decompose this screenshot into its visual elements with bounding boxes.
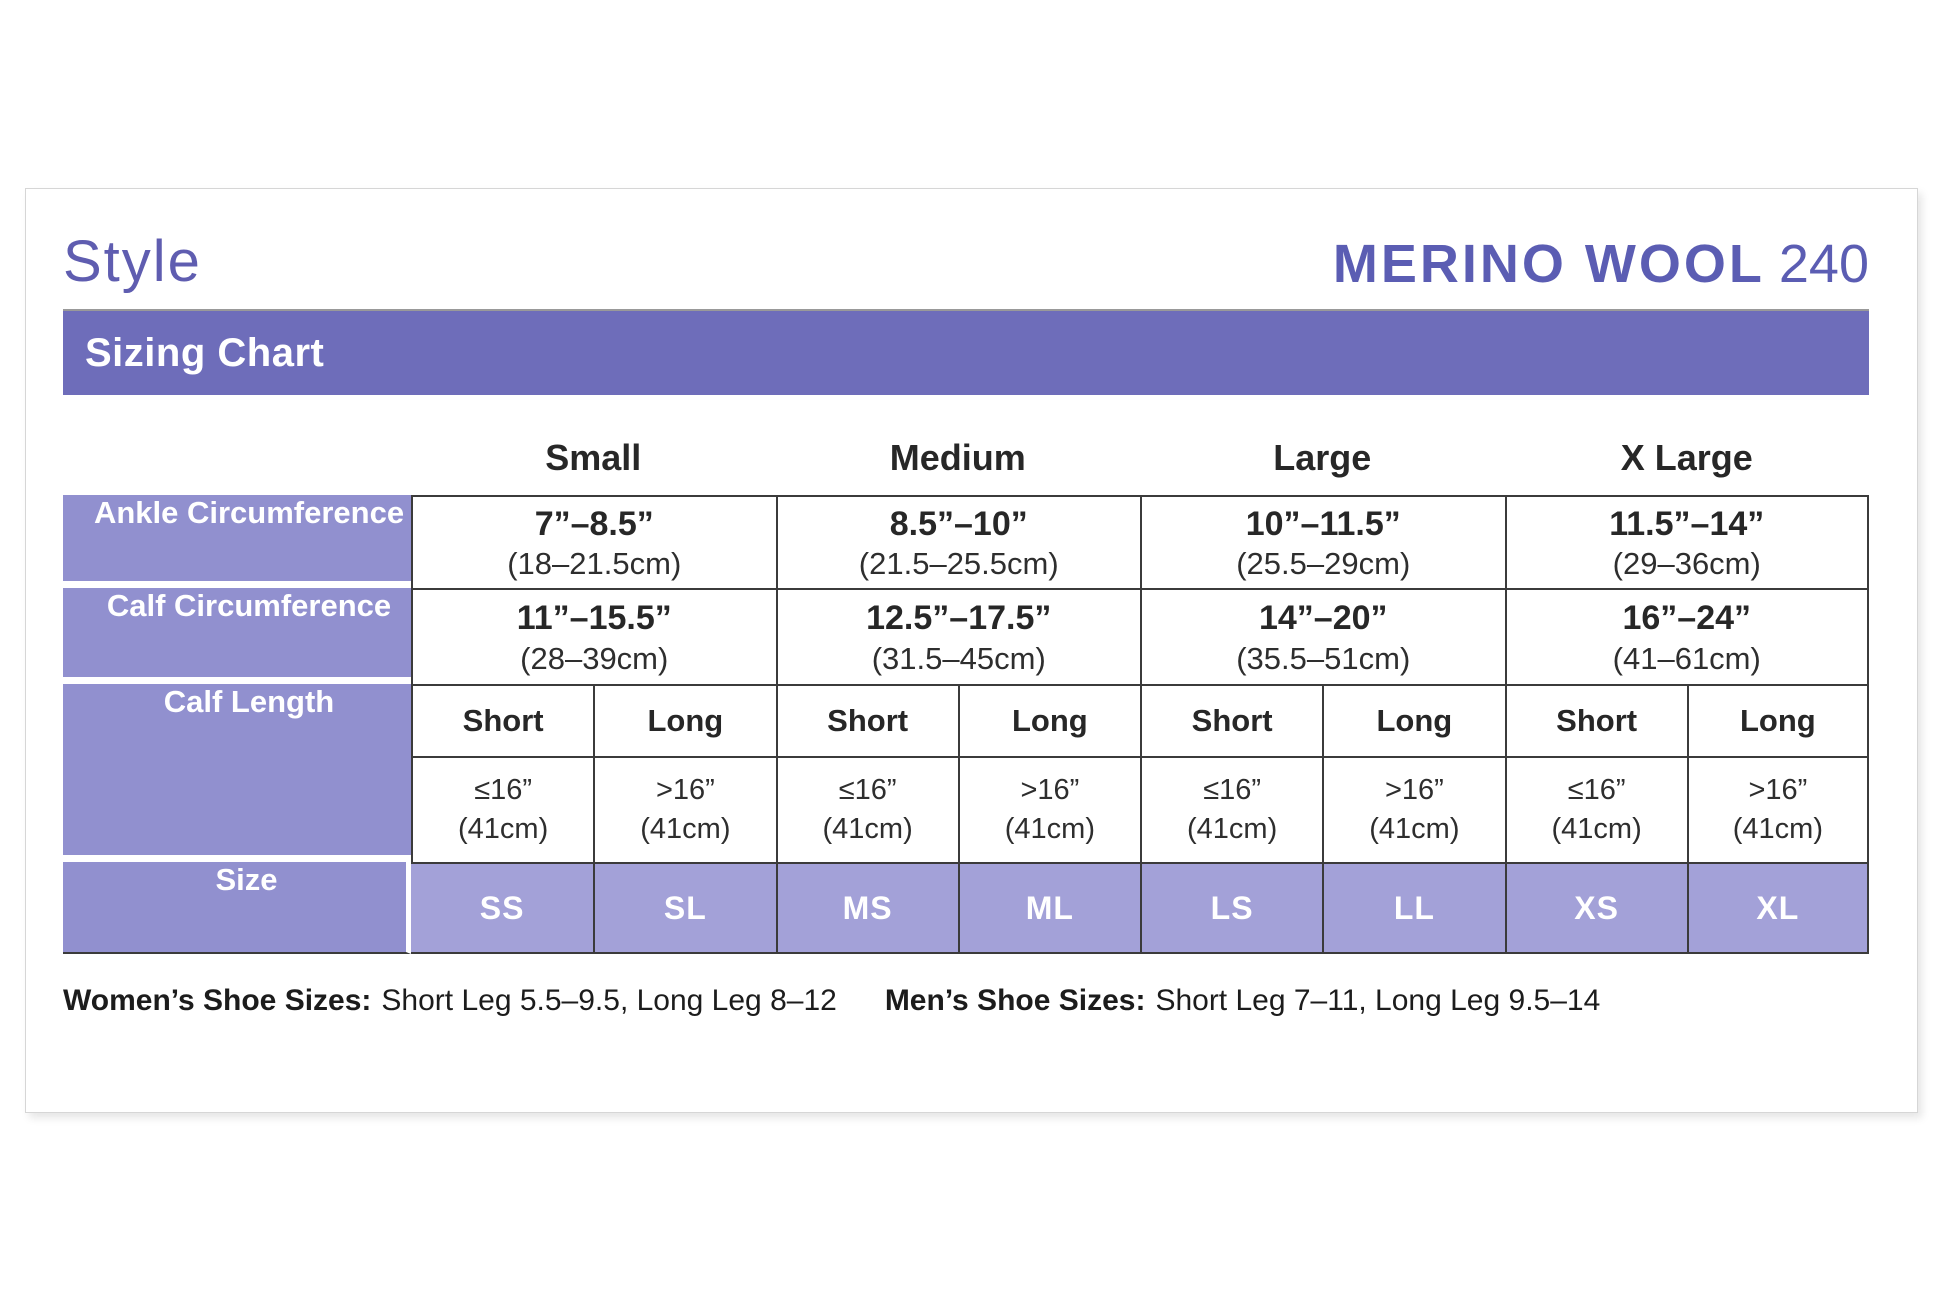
calf-length-subheader-medium-short: Short — [776, 684, 958, 756]
calf-medium-cm: (31.5–45cm) — [871, 640, 1046, 676]
value-cm: (41cm) — [1369, 813, 1460, 845]
ankle-large-cm: (25.5–29cm) — [1236, 546, 1411, 582]
ankle-medium-inches: 8.5”–10” — [889, 504, 1028, 543]
calf-xlarge-inches: 16”–24” — [1622, 599, 1752, 638]
column-header-small: Small — [545, 437, 642, 478]
calf-length-value-small-long — [593, 756, 775, 862]
value-inches: >16” — [1748, 773, 1808, 806]
womens-shoe-sizes-label: Women’s Shoe Sizes: — [63, 984, 372, 1017]
column-header-xlarge: X Large — [1620, 437, 1753, 478]
calf-medium-cell — [776, 588, 1141, 684]
size-code-sl: SL — [593, 862, 775, 954]
ankle-xlarge-inches: 11.5”–14” — [1609, 504, 1765, 543]
value-inches: ≤16” — [1567, 773, 1626, 806]
calf-length-subheader-small-long: Long — [593, 684, 775, 756]
value-cm: (41cm) — [640, 813, 731, 845]
size-code-xl: XL — [1687, 862, 1869, 954]
calf-length-subheader-medium-long: Long — [958, 684, 1140, 756]
calf-length-value-large-short — [1140, 756, 1322, 862]
ankle-medium-cell — [776, 495, 1141, 588]
sizing-table — [63, 395, 1869, 954]
value-inches: ≤16” — [1203, 773, 1262, 806]
calf-length-subheader-large-short: Short — [1140, 684, 1322, 756]
calf-length-subheader-small-short: Short — [411, 684, 593, 756]
table-corner-spacer — [63, 395, 411, 495]
value-inches: >16” — [1020, 773, 1080, 806]
value-cm: (41cm) — [1187, 813, 1278, 845]
ankle-large-inches: 10”–11.5” — [1245, 504, 1401, 543]
mens-shoe-sizes-text: Short Leg 7–11, Long Leg 9.5–14 — [1155, 984, 1601, 1017]
mens-shoe-sizes-label: Men’s Shoe Sizes: — [884, 984, 1146, 1017]
brand-name: MERINO WOOL — [1332, 234, 1765, 294]
size-code-xs: XS — [1505, 862, 1687, 954]
sizing-chart-card — [25, 188, 1918, 1113]
calf-xlarge-cm: (41–61cm) — [1612, 640, 1761, 676]
row-label-ankle-circumference: Ankle Circumference — [63, 495, 411, 588]
value-cm: (41cm) — [458, 813, 549, 845]
card-header — [63, 229, 1869, 294]
calf-length-value-xlarge-long — [1687, 756, 1869, 862]
row-label-calf-circumference: Calf Circumference — [63, 588, 411, 684]
calf-length-value-large-long — [1322, 756, 1504, 862]
calf-small-cm: (28–39cm) — [520, 640, 669, 676]
value-cm: (41cm) — [1732, 813, 1823, 845]
calf-length-subheader-xlarge-long: Long — [1687, 684, 1869, 756]
calf-medium-inches: 12.5”–17.5” — [866, 599, 1052, 638]
size-code-ml: ML — [958, 862, 1140, 954]
calf-large-cm: (35.5–51cm) — [1236, 640, 1411, 676]
size-code-ll: LL — [1322, 862, 1504, 954]
calf-length-value-small-short — [411, 756, 593, 862]
calf-length-subheader-large-long: Long — [1322, 684, 1504, 756]
calf-length-value-medium-long — [958, 756, 1140, 862]
shoe-size-footnotes — [63, 984, 1869, 1018]
value-cm: (41cm) — [1004, 813, 1095, 845]
brand-title — [1332, 234, 1869, 294]
ankle-xlarge-cell — [1505, 495, 1870, 588]
ankle-large-cell — [1140, 495, 1505, 588]
value-cm: (41cm) — [1551, 813, 1642, 845]
calf-small-cell — [411, 588, 776, 684]
size-code-ms: MS — [776, 862, 958, 954]
calf-length-subheader-xlarge-short: Short — [1505, 684, 1687, 756]
calf-large-inches: 14”–20” — [1258, 599, 1388, 638]
column-header-medium: Medium — [889, 437, 1026, 478]
sizing-chart-banner — [63, 309, 1869, 395]
calf-length-value-xlarge-short — [1505, 756, 1687, 862]
ankle-medium-cm: (21.5–25.5cm) — [858, 546, 1059, 582]
calf-length-value-medium-short — [776, 756, 958, 862]
ankle-small-cell — [411, 495, 776, 588]
banner-title: Sizing Chart — [85, 330, 325, 375]
ankle-small-cm: (18–21.5cm) — [507, 546, 682, 582]
value-inches: ≤16” — [474, 773, 533, 806]
womens-shoe-sizes-text: Short Leg 5.5–9.5, Long Leg 8–12 — [381, 984, 837, 1017]
calf-small-inches: 11”–15.5” — [516, 599, 672, 638]
ankle-small-inches: 7”–8.5” — [534, 504, 654, 543]
value-inches: >16” — [1384, 773, 1444, 806]
size-code-ls: LS — [1140, 862, 1322, 954]
brand-number: 240 — [1778, 234, 1869, 294]
calf-large-cell — [1140, 588, 1505, 684]
value-cm: (41cm) — [822, 813, 913, 845]
style-title: Style — [63, 229, 202, 294]
calf-xlarge-cell — [1505, 588, 1870, 684]
size-code-ss: SS — [411, 862, 593, 954]
row-label-size: Size — [63, 862, 411, 954]
column-header-large: Large — [1273, 437, 1372, 478]
value-inches: >16” — [655, 773, 715, 806]
ankle-xlarge-cm: (29–36cm) — [1612, 546, 1761, 582]
value-inches: ≤16” — [838, 773, 897, 806]
row-label-calf-length: Calf Length — [63, 684, 411, 862]
